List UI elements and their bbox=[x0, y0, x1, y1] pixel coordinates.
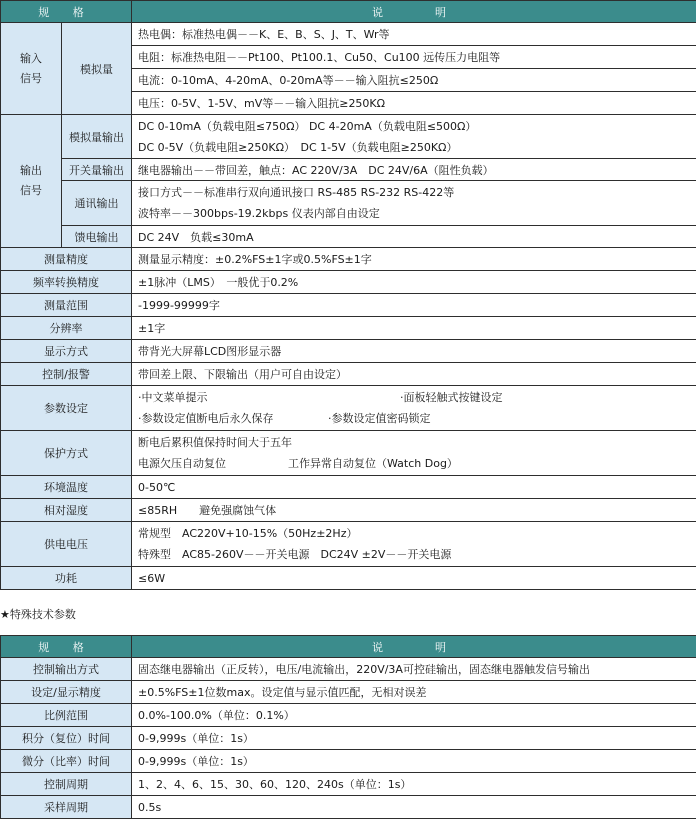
table-row bbox=[1, 271, 696, 294]
table-row bbox=[1, 773, 696, 796]
row-value: 带回差上限、下限输出（用户可自由设定） bbox=[132, 363, 696, 386]
row-label: 显示方式 bbox=[1, 340, 132, 363]
row-value: 测量显示精度：±0.2%FS±1字或0.5%FS±1字 bbox=[132, 248, 696, 271]
analog-output-line-2: DC 0-5V（负载电阻≥250KΩ） DC 1-5V（负载电阻≥250KΩ） bbox=[138, 140, 458, 154]
row-value: 0-9,999s（单位：1s） bbox=[132, 750, 696, 773]
table-row bbox=[1, 115, 696, 159]
row-value: 0.0%-100.0%（单位：0.1%） bbox=[132, 704, 696, 727]
row-label: 控制周期 bbox=[1, 773, 132, 796]
param-item: ·中文菜单提示 bbox=[138, 391, 208, 404]
table-row bbox=[1, 727, 696, 750]
row-label: 采样周期 bbox=[1, 796, 132, 819]
table-row bbox=[1, 159, 696, 181]
table-row bbox=[1, 294, 696, 317]
table-row bbox=[1, 499, 696, 522]
row-value: ±1字 bbox=[132, 317, 696, 340]
row-label: 积分（复位）时间 bbox=[1, 727, 132, 750]
row-label: 测量范围 bbox=[1, 294, 132, 317]
power-supply-value bbox=[132, 522, 696, 567]
param-line-1 bbox=[138, 387, 696, 408]
comm-output-value bbox=[132, 181, 696, 226]
switch-output-value: 继电器输出－－带回差，触点：AC 220V/3A DC 24V/6A（阻性负载） bbox=[132, 159, 696, 181]
row-value: 0.5s bbox=[132, 796, 696, 819]
row-value: -1999-99999字 bbox=[132, 294, 696, 317]
row-label: 测量精度 bbox=[1, 248, 132, 271]
feed-output-value: DC 24V 负载≤30mA bbox=[132, 226, 696, 248]
output-signal-label: 输出 信号 bbox=[1, 115, 62, 248]
table-row bbox=[1, 181, 696, 226]
feed-output-label: 馈电输出 bbox=[62, 226, 132, 248]
table-row bbox=[1, 681, 696, 704]
row-value: 固态继电器输出（正反转），电压/电流输出，220V/3A可控硅输出，固态继电器触发信号输出 bbox=[132, 658, 696, 681]
row-label: 分辨率 bbox=[1, 317, 132, 340]
table-row bbox=[1, 476, 696, 499]
row-label: 控制/报警 bbox=[1, 363, 132, 386]
input-voltage: 电压：0-5V、1-5V、mV等－－输入阻抗≥250KΩ bbox=[132, 92, 696, 115]
protection-line-2 bbox=[138, 453, 696, 474]
param-line-2 bbox=[138, 408, 696, 429]
input-thermocouple: 热电偶：标准热电偶－－K、E、B、S、J、T、Wr等 bbox=[132, 23, 696, 46]
table-row bbox=[1, 704, 696, 727]
power-line-2: 特殊型 AC85-260V－－开关电源 DC24V ±2V－－开关电源 bbox=[138, 548, 452, 561]
section-title: ★特殊技术参数 bbox=[0, 608, 76, 621]
input-rtd: 电阻：标准热电阻－－Pt100、Pt100.1、Cu50、Cu100 远传压力电阻等 bbox=[132, 46, 696, 69]
table-row bbox=[1, 317, 696, 340]
analog-input-label: 模拟量 bbox=[62, 23, 132, 115]
analog-output-label: 模拟量输出 bbox=[62, 115, 132, 159]
table-row bbox=[1, 750, 696, 773]
input-current: 电流：0-10mA、4-20mA、0-20mA等－－输入阻抗≤250Ω bbox=[132, 69, 696, 92]
row-label: 设定/显示精度 bbox=[1, 681, 132, 704]
header-spec: 规 格 bbox=[1, 1, 132, 23]
table-header-row bbox=[1, 1, 696, 23]
row-label: 环境温度 bbox=[1, 476, 132, 499]
param-item: ·面板轻触式按键设定 bbox=[400, 391, 503, 404]
row-value: ≤85RH 避免强腐蚀气体 bbox=[132, 499, 696, 522]
switch-output-label: 开关量输出 bbox=[62, 159, 132, 181]
comm-output-label: 通讯输出 bbox=[62, 181, 132, 226]
header-desc: 说 明 bbox=[132, 1, 696, 23]
protection-item: 电源欠压自动复位 bbox=[138, 457, 226, 470]
row-value: 0-50℃ bbox=[132, 476, 696, 499]
param-setting-value bbox=[132, 386, 696, 431]
table-row bbox=[1, 796, 696, 819]
row-label: 控制输出方式 bbox=[1, 658, 132, 681]
table-row bbox=[1, 658, 696, 681]
analog-output-value bbox=[132, 115, 696, 159]
param-setting-label: 参数设定 bbox=[1, 386, 132, 431]
header-spec: 规 格 bbox=[1, 636, 132, 658]
power-supply-label: 供电电压 bbox=[1, 522, 132, 567]
analog-output-line-1: DC 0-10mA（负载电阻≤750Ω） DC 4-20mA（负载电阻≤500Ω） bbox=[138, 119, 477, 133]
input-signal-label: 输入 信号 bbox=[1, 23, 62, 115]
protection-line-1: 断电后累积值保持时间大于五年 bbox=[138, 436, 292, 449]
comm-output-line-1: 接口方式－－标准串行双向通讯接口 RS-485 RS-232 RS-422等 bbox=[138, 186, 455, 199]
table-row bbox=[1, 363, 696, 386]
table-row bbox=[1, 522, 696, 567]
row-label: 相对湿度 bbox=[1, 499, 132, 522]
param-item: ·参数设定值断电后永久保存 bbox=[138, 412, 274, 425]
protection-item: 工作异常自动复位（Watch Dog） bbox=[288, 457, 458, 470]
table-row bbox=[1, 567, 696, 590]
table-row bbox=[1, 340, 696, 363]
protection-value bbox=[132, 431, 696, 476]
special-spec-table bbox=[0, 635, 696, 819]
row-label: 比例范围 bbox=[1, 704, 132, 727]
row-label: 功耗 bbox=[1, 567, 132, 590]
row-value: ≤6W bbox=[132, 567, 696, 590]
table-row bbox=[1, 431, 696, 476]
row-value: 0-9,999s（单位：1s） bbox=[132, 727, 696, 750]
row-value: 带背光大屏幕LCD图形显示器 bbox=[132, 340, 696, 363]
param-item: ·参数设定值密码锁定 bbox=[328, 412, 431, 425]
row-value: ±0.5%FS±1位数max。设定值与显示值匹配，无相对误差 bbox=[132, 681, 696, 704]
table-row bbox=[1, 23, 696, 46]
table-row bbox=[1, 386, 696, 431]
row-value: ±1脉冲（LMS） 一般优于0.2% bbox=[132, 271, 696, 294]
row-label: 频率转换精度 bbox=[1, 271, 132, 294]
header-desc: 说 明 bbox=[132, 636, 696, 658]
power-line-1: 常规型 AC220V+10-15%（50Hz±2Hz） bbox=[138, 527, 358, 540]
row-value: 1、2、4、6、15、30、60、120、240s（单位：1s） bbox=[132, 773, 696, 796]
protection-label: 保护方式 bbox=[1, 431, 132, 476]
table-row bbox=[1, 248, 696, 271]
row-label: 微分（比率）时间 bbox=[1, 750, 132, 773]
table-row bbox=[1, 226, 696, 248]
comm-output-line-2: 波特率－－300bps-19.2kbps 仪表内部自由设定 bbox=[138, 207, 380, 220]
table-header-row bbox=[1, 636, 696, 658]
